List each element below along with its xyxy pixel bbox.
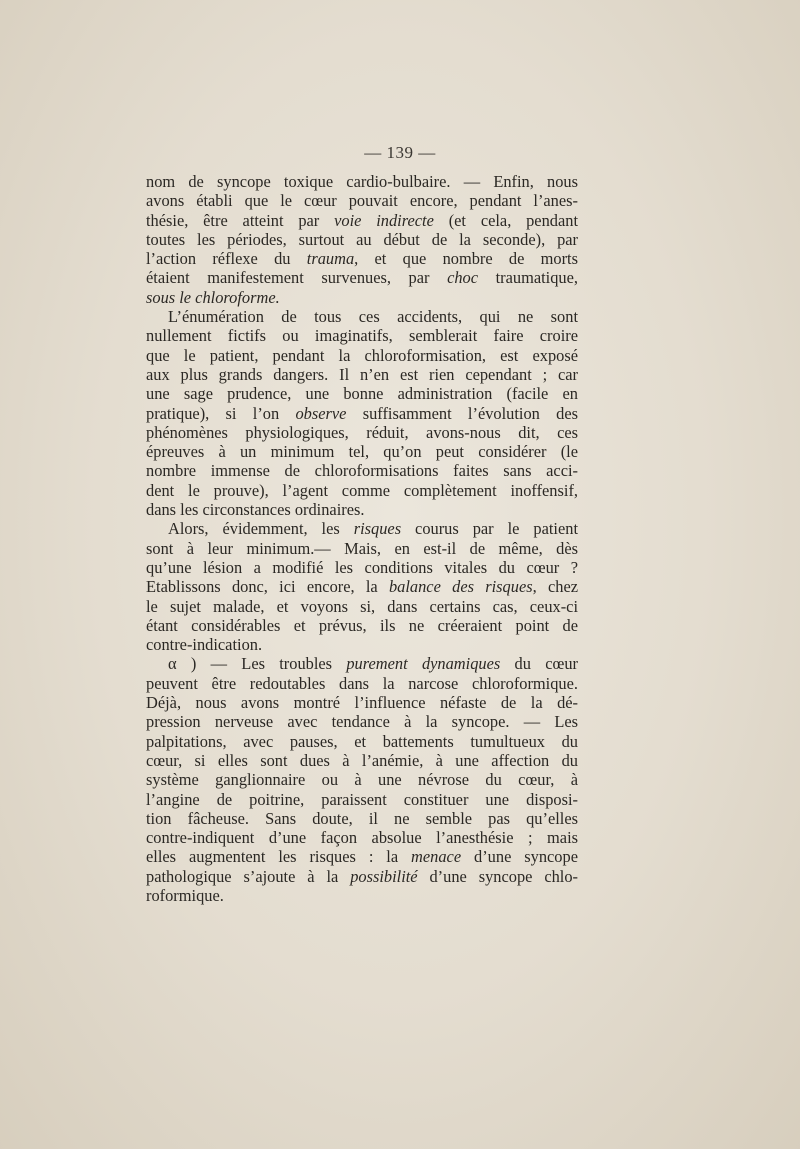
text-segment: contre-indiquent d’une façon absolue l’anesthésie ; mais (146, 828, 578, 848)
text-line (146, 211, 578, 230)
text-line (146, 442, 578, 461)
text-line (146, 693, 578, 712)
text-segment: (et cela, pendant (433, 210, 579, 230)
text-segment: étaient manifestement survenues, par (146, 268, 448, 288)
text-segment: elles augmentent les risques : la (146, 847, 412, 867)
text-segment: peuvent être redoutables dans la narcose chloroformique. (146, 673, 578, 693)
text-segment: toutes les périodes, surtout au début de la seconde), par (146, 229, 578, 249)
text-line (146, 288, 578, 307)
text-segment: tion fâcheuse. Sans doute, il ne semble pas qu’elles (146, 808, 578, 828)
text-segment: nom de syncope toxique cardio-bulbaire. — Enfin, nous (146, 172, 578, 191)
text-line (146, 558, 578, 577)
text-segment: du cœur (500, 654, 578, 674)
text-segment: thésie, être atteint par (146, 210, 335, 230)
text-line (146, 886, 578, 905)
text-line (146, 539, 578, 558)
text-line (146, 770, 578, 789)
text-segment: Etablissons donc, ici encore, la (146, 577, 389, 597)
text-segment: palpitations, avec pauses, et battements tumultueux du (146, 731, 578, 751)
body-text (146, 172, 578, 905)
italic-text: menace (411, 847, 462, 867)
text-segment: Alors, évidemment, les (168, 519, 354, 539)
text-segment: pression nerveuse avec tendance à la syncope. — Les (146, 712, 578, 732)
text-line (146, 191, 578, 210)
text-line (146, 616, 578, 635)
text-line (146, 712, 578, 731)
text-segment: dans les circonstances ordinaires. (146, 500, 365, 520)
text-segment: roformique. (146, 885, 224, 905)
text-segment: d’une syncope chlo- (417, 866, 578, 886)
text-line (146, 577, 578, 596)
text-segment: α ) — Les troubles (168, 654, 347, 674)
text-line (146, 809, 578, 828)
text-line (146, 519, 578, 538)
italic-text: trauma (306, 249, 355, 269)
text-line (146, 365, 578, 384)
text-segment: , et que nombre de morts (354, 249, 578, 269)
text-line (146, 326, 578, 345)
text-segment: L’énumération de tous ces accidents, qui ne sont (168, 307, 578, 327)
text-line (146, 867, 578, 886)
text-line (146, 674, 578, 693)
text-segment: système ganglionnaire ou à une névrose du cœur, à (146, 770, 578, 790)
italic-text: choc (447, 268, 479, 288)
italic-text: observe (295, 403, 347, 423)
text-segment: dent le prouve), l’agent comme complètement inoffensif, (146, 480, 578, 500)
text-segment: courus par le patient (401, 519, 578, 539)
text-segment: pratique), si l’on (146, 403, 296, 423)
italic-text: voie indirecte (334, 210, 434, 230)
text-segment: que le patient, pendant la chloroformisation, est exposé (146, 345, 578, 365)
text-segment: aux plus grands dangers. Il n’en est rien cependant ; car (146, 364, 578, 384)
text-line (146, 500, 578, 519)
text-segment: Déjà, nous avons montré l’influence néfaste de la dé- (146, 693, 578, 713)
text-line (146, 461, 578, 480)
text-segment: sont à leur minimum.— Mais, en est-il de même, dès (146, 538, 578, 558)
text-line (146, 828, 578, 847)
text-segment: d’une syncope (461, 847, 578, 867)
text-line (146, 268, 578, 287)
text-line (146, 847, 578, 866)
text-line (146, 481, 578, 500)
text-segment: , chez (532, 577, 578, 597)
text-segment: qu’une lésion a modifié les conditions vitales du cœur ? (146, 557, 578, 577)
text-segment: épreuves à un minimum tel, qu’on peut considérer (le (146, 442, 578, 462)
text-line (146, 423, 578, 442)
text-segment: cœur, si elles sont dues à l’anémie, à une affection du (146, 750, 578, 770)
text-line (146, 230, 578, 249)
text-line (146, 635, 578, 654)
text-line (146, 249, 578, 268)
page-number: — 139 — (364, 143, 436, 162)
text-line (146, 751, 578, 770)
italic-text: possibilité (350, 866, 418, 886)
text-segment: traumatique, (478, 268, 578, 288)
text-line (146, 732, 578, 751)
italic-text: balance des risques (388, 577, 533, 597)
italic-text: purement dynamiques (346, 654, 501, 674)
text-line (146, 597, 578, 616)
text-line (146, 654, 578, 673)
text-segment: une sage prudence, une bonne administration (facile en (146, 384, 578, 404)
text-segment: avons établi que le cœur pouvait encore, pendant l’anes- (146, 191, 578, 211)
italic-text: risques (353, 519, 402, 539)
text-segment: contre-indication. (146, 635, 263, 655)
text-line (146, 307, 578, 326)
text-segment: phénomènes physiologiques, réduit, avons-nous dit, ces (146, 422, 578, 442)
text-segment: nombre immense de chloroformisations faites sans acci- (146, 461, 578, 481)
text-segment: l’action réflexe du (146, 249, 307, 269)
italic-text: sous le chloroforme. (146, 287, 280, 307)
text-segment: étant considérables et prévus, ils ne créeraient point de (146, 615, 578, 635)
text-line (146, 172, 578, 191)
text-segment: le sujet malade, et voyons si, dans certains cas, ceux-ci (146, 596, 578, 616)
text-segment: nullement fictifs ou imaginatifs, semblerait faire croire (146, 326, 578, 346)
text-segment: suffisamment l’évolution des (346, 403, 578, 423)
text-line (146, 790, 578, 809)
text-line (146, 384, 578, 403)
text-line (146, 346, 578, 365)
text-segment: l’angine de poitrine, paraissent constituer une disposi- (146, 789, 578, 809)
text-line (146, 404, 578, 423)
text-segment: pathologique s’ajoute à la (146, 866, 351, 886)
